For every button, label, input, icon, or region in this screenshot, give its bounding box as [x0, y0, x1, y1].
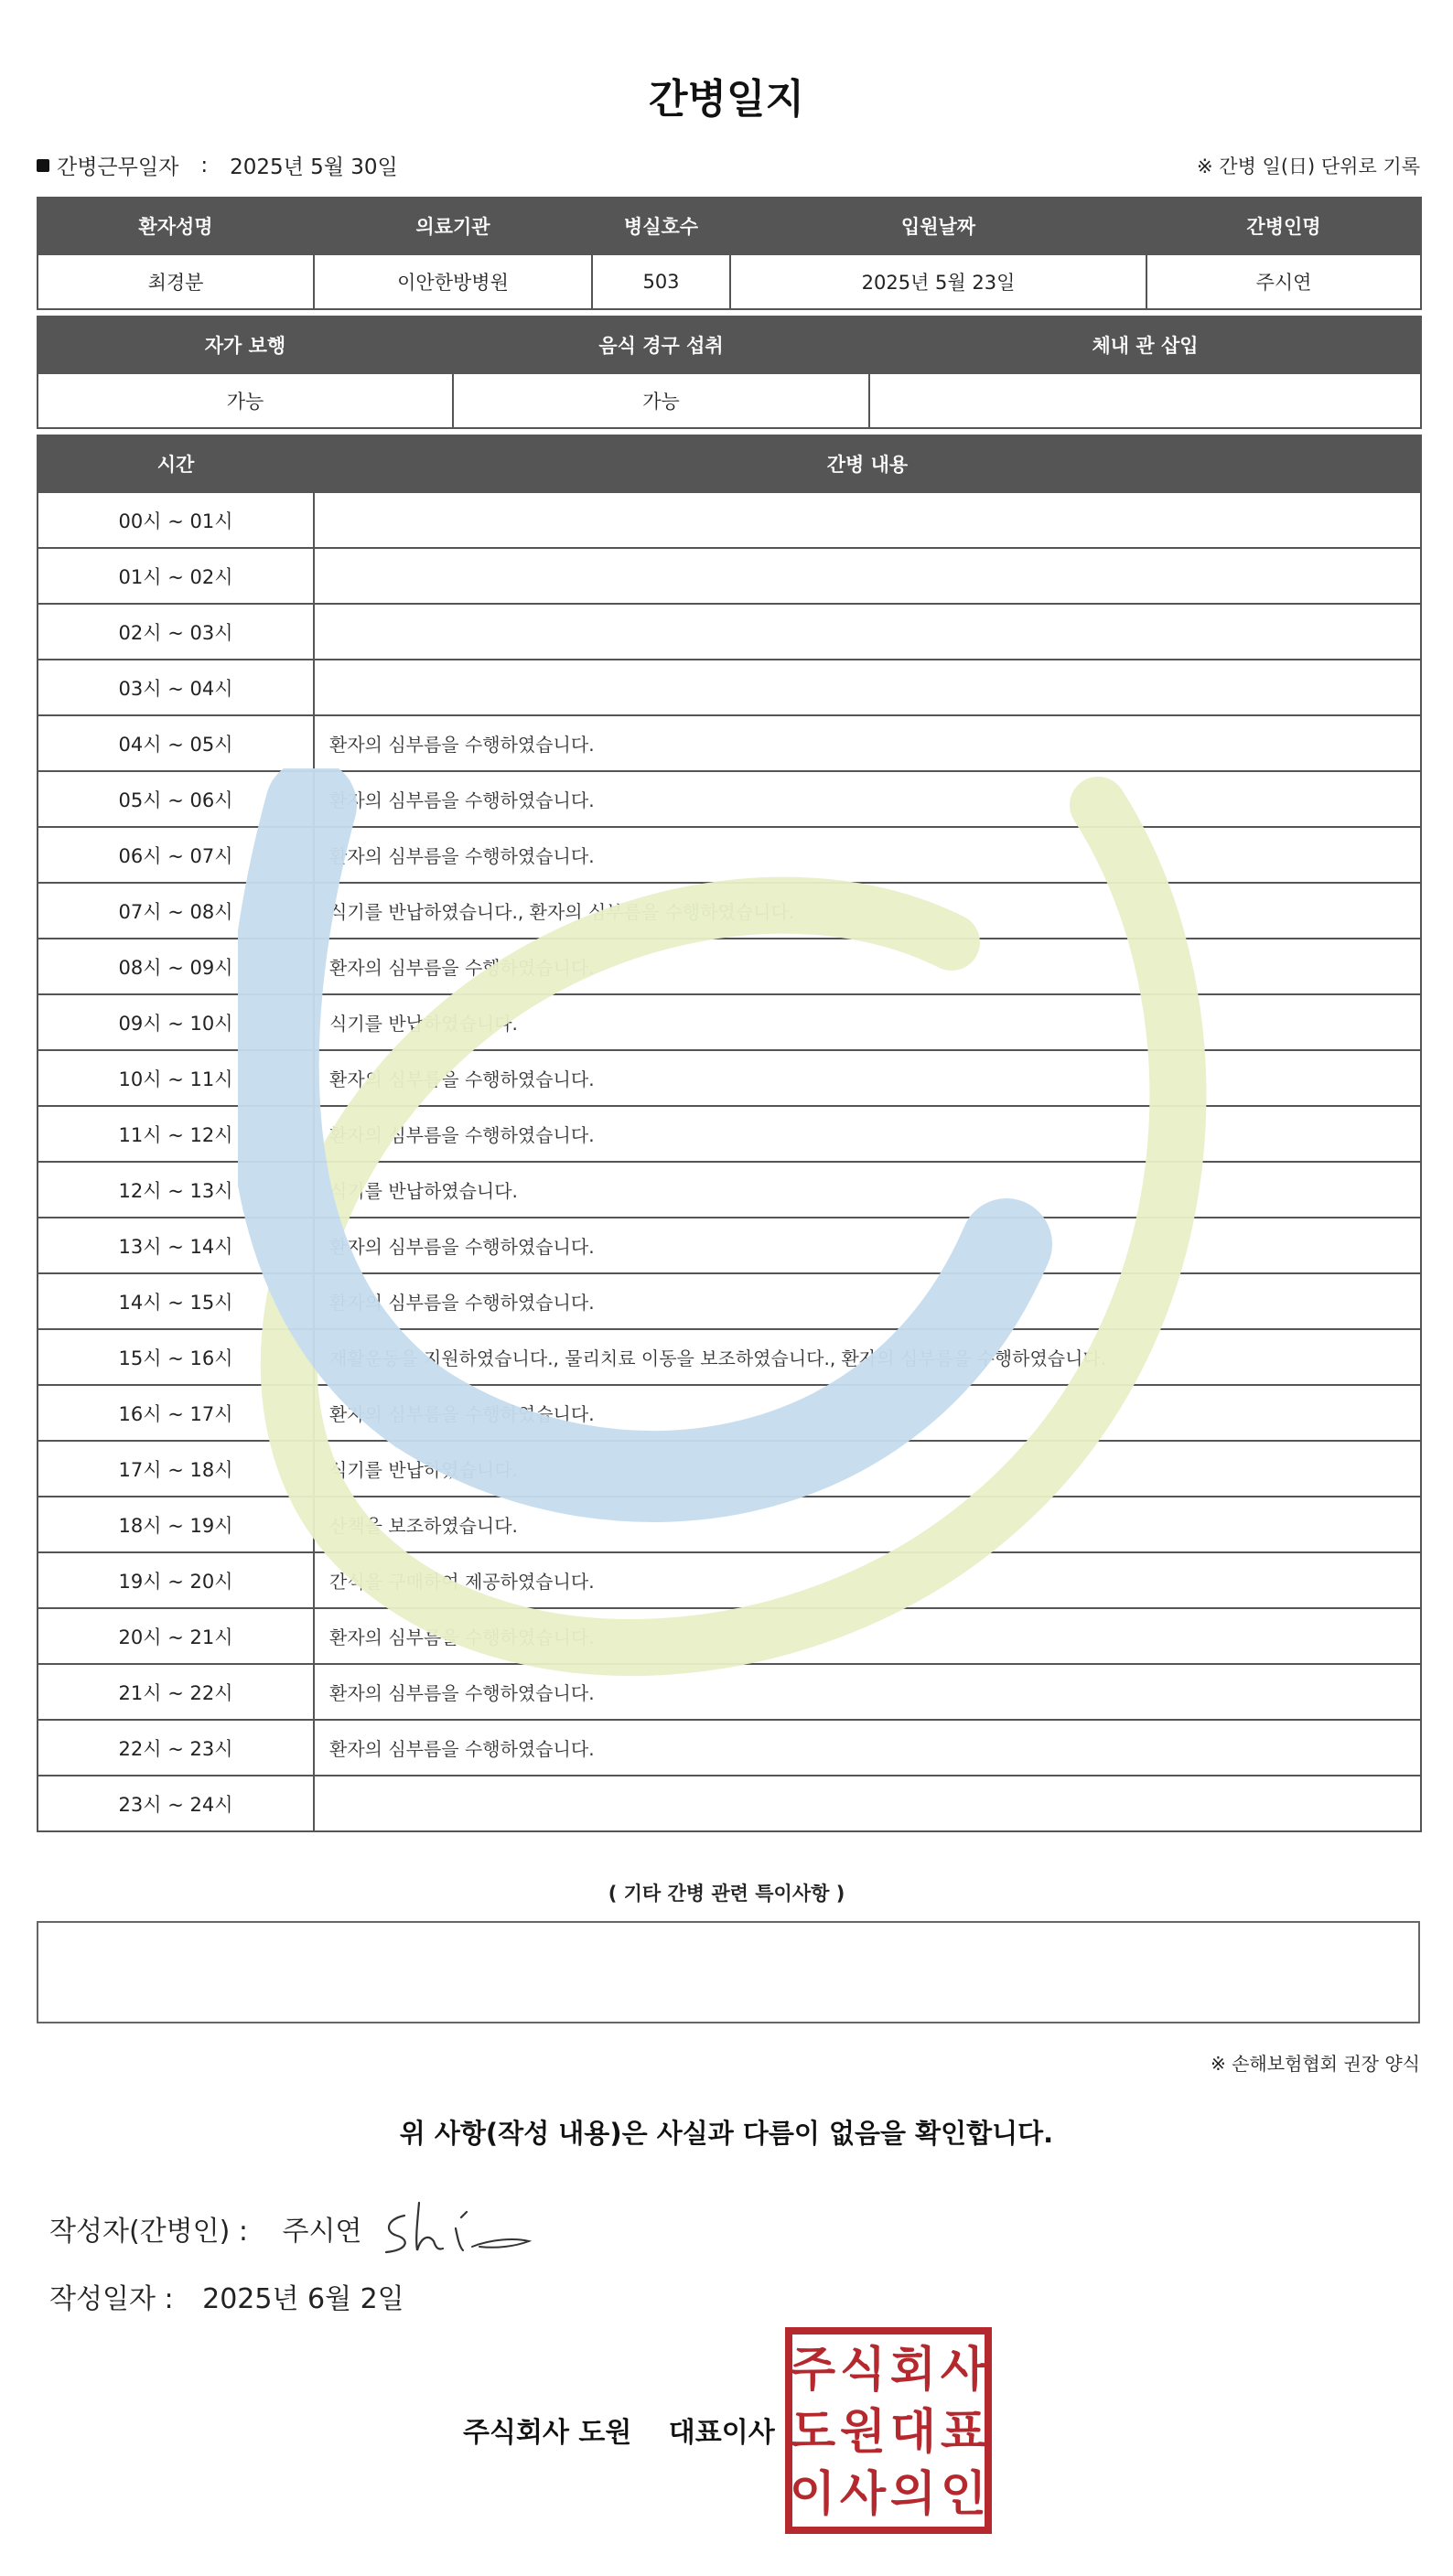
tube-insertion-value [869, 373, 1421, 428]
care-log-content: 재활운동을 지원하였습니다., 물리치료 이동을 보조하였습니다., 환자의 심부름을 수행하였습니다. [314, 1329, 1421, 1385]
care-log-content: 환자의 심부름을 수행하였습니다. [314, 1218, 1421, 1273]
care-log-row [38, 715, 1421, 771]
care-log-time: 01시 ~ 02시 [38, 548, 314, 604]
care-log-row [38, 1273, 1421, 1329]
representative-title: 대표이사 [668, 2417, 775, 2449]
care-log-time: 22시 ~ 23시 [38, 1720, 314, 1776]
header-time: 시간 [38, 435, 314, 492]
care-log-time: 23시 ~ 24시 [38, 1776, 314, 1831]
room-number: 503 [592, 254, 730, 309]
author-line [49, 2208, 361, 2249]
header-room-number: 병실호수 [592, 198, 730, 254]
care-log-time: 07시 ~ 08시 [38, 883, 314, 939]
admission-date: 2025년 5월 23일 [730, 254, 1146, 309]
care-log-time: 13시 ~ 14시 [38, 1218, 314, 1273]
stamp-character: 인 [940, 2467, 987, 2522]
care-log-time: 09시 ~ 10시 [38, 994, 314, 1050]
care-log-time: 03시 ~ 04시 [38, 660, 314, 715]
care-log-time: 10시 ~ 11시 [38, 1050, 314, 1106]
care-log-row [38, 492, 1421, 548]
ability-header-row [38, 317, 1421, 373]
self-walking-value: 가능 [38, 373, 453, 428]
author-label: 작성자(간병인) : [49, 2216, 248, 2248]
work-date-value: 2025년 5월 30일 [230, 156, 398, 179]
header-oral-intake: 음식 경구 섭취 [453, 317, 869, 373]
care-log-time: 15시 ~ 16시 [38, 1329, 314, 1385]
care-log-content: 환자의 심부름을 수행하였습니다. [314, 715, 1421, 771]
company-seal-stamp [785, 2327, 992, 2534]
stamp-character: 회 [889, 2343, 937, 2398]
care-log-row [38, 548, 1421, 604]
care-log-row [38, 1441, 1421, 1497]
care-log-header-row [38, 435, 1421, 492]
oral-intake-value: 가능 [453, 373, 869, 428]
care-log-time: 04시 ~ 05시 [38, 715, 314, 771]
author-name: 주시연 [282, 2216, 362, 2248]
care-log-time: 06시 ~ 07시 [38, 827, 314, 883]
care-log-content: 환자의 심부름을 수행하였습니다. [314, 1050, 1421, 1106]
care-log-content: 식기를 반납하였습니다. [314, 1441, 1421, 1497]
care-log-row [38, 1385, 1421, 1441]
care-log-row [38, 827, 1421, 883]
care-log-time: 02시 ~ 03시 [38, 604, 314, 660]
header-patient-name: 환자성명 [38, 198, 314, 254]
care-log-content [314, 548, 1421, 604]
bullet-square-icon [37, 159, 49, 172]
care-log-time: 11시 ~ 12시 [38, 1106, 314, 1162]
stamp-character: 원 [839, 2405, 887, 2460]
stamp-character: 도 [789, 2405, 836, 2460]
patient-name: 최경분 [38, 254, 314, 309]
care-log-content: 환자의 심부름을 수행하였습니다. [314, 1720, 1421, 1776]
stamp-character: 식 [839, 2343, 887, 2398]
stamp-character: 사 [940, 2343, 987, 2398]
header-care-content: 간병 내용 [314, 435, 1421, 492]
work-date-label: 간병근무일자 [57, 156, 179, 179]
care-log-content: 식기를 반납하였습니다. [314, 994, 1421, 1050]
care-log-content: 식기를 반납하였습니다. [314, 1162, 1421, 1218]
care-log-row [38, 1608, 1421, 1664]
standard-form-note: ※ 손해보험협회 권장 양식 [1210, 2053, 1420, 2075]
signature-image [377, 2195, 533, 2259]
care-log-row [38, 1162, 1421, 1218]
care-log-content: 환자의 심부름을 수행하였습니다. [314, 1385, 1421, 1441]
care-log-row [38, 939, 1421, 994]
remarks-content [38, 1923, 1418, 1945]
company-line [463, 2410, 775, 2450]
work-date [37, 150, 398, 180]
care-log-content: 산책을 보조하였습니다. [314, 1497, 1421, 1552]
patient-info-table [37, 197, 1422, 310]
stamp-character: 표 [940, 2405, 987, 2460]
care-log-content [314, 492, 1421, 548]
care-log-time: 19시 ~ 20시 [38, 1552, 314, 1608]
stamp-character: 주 [789, 2343, 836, 2398]
caregiver-name: 주시연 [1146, 254, 1421, 309]
confirmation-statement: 위 사항(작성 내용)은 사실과 다름이 없음을 확인합니다. [399, 2118, 1054, 2149]
care-log-table [37, 435, 1422, 1832]
header-admission-date: 입원날짜 [730, 198, 1146, 254]
care-log-row [38, 771, 1421, 827]
written-date-value: 2025년 6월 2일 [202, 2283, 404, 2315]
care-log-time: 05시 ~ 06시 [38, 771, 314, 827]
care-log-content: 환자의 심부름을 수행하였습니다. [314, 1608, 1421, 1664]
ability-value-row [38, 373, 1421, 428]
hospital-name: 이안한방병원 [314, 254, 592, 309]
care-log-time: 08시 ~ 09시 [38, 939, 314, 994]
care-log-row [38, 1497, 1421, 1552]
care-log-content: 환자의 심부름을 수행하였습니다. [314, 1273, 1421, 1329]
patient-info-header-row [38, 198, 1421, 254]
header-tube-insertion: 체내 관 삽입 [869, 317, 1421, 373]
care-log-row [38, 660, 1421, 715]
care-log-content: 환자의 심부름을 수행하였습니다. [314, 1106, 1421, 1162]
document-title: 간병일지 [648, 76, 804, 123]
care-log-row [38, 994, 1421, 1050]
care-log-content: 환자의 심부름을 수행하였습니다. [314, 939, 1421, 994]
care-log-content [314, 1776, 1421, 1831]
care-log-row [38, 1050, 1421, 1106]
care-log-row [38, 1106, 1421, 1162]
care-log-time: 21시 ~ 22시 [38, 1664, 314, 1720]
daily-record-note: ※ 간병 일(日) 단위로 기록 [1197, 156, 1420, 177]
written-date-label: 작성일자 : [49, 2283, 174, 2315]
stamp-character: 대 [889, 2405, 937, 2460]
care-log-content [314, 604, 1421, 660]
remarks-box [37, 1921, 1420, 2023]
company-name: 주식회사 도원 [463, 2417, 632, 2449]
care-log-row [38, 1552, 1421, 1608]
care-log-time: 20시 ~ 21시 [38, 1608, 314, 1664]
header-caregiver-name: 간병인명 [1146, 198, 1421, 254]
stamp-character: 의 [889, 2467, 937, 2522]
care-log-content: 환자의 심부름을 수행하였습니다. [314, 771, 1421, 827]
care-log-row [38, 883, 1421, 939]
patient-info-value-row [38, 254, 1421, 309]
care-log-time: 00시 ~ 01시 [38, 492, 314, 548]
care-log-row [38, 1329, 1421, 1385]
care-log-content: 환자의 심부름을 수행하였습니다. [314, 827, 1421, 883]
care-log-time: 16시 ~ 17시 [38, 1385, 314, 1441]
care-log-row [38, 1776, 1421, 1831]
care-log-time: 14시 ~ 15시 [38, 1273, 314, 1329]
work-date-separator: : [200, 153, 209, 177]
care-log-time: 17시 ~ 18시 [38, 1441, 314, 1497]
care-log-content [314, 660, 1421, 715]
care-log-row [38, 1720, 1421, 1776]
care-log-row [38, 1218, 1421, 1273]
header-hospital: 의료기관 [314, 198, 592, 254]
care-log-row [38, 604, 1421, 660]
care-log-content: 간식을 구매하여 제공하였습니다. [314, 1552, 1421, 1608]
remarks-title: ( 기타 간병 관련 특이사항 ) [608, 1883, 845, 1905]
care-log-time: 12시 ~ 13시 [38, 1162, 314, 1218]
care-log-row [38, 1664, 1421, 1720]
written-date-line [49, 2276, 404, 2316]
care-log-content: 식기를 반납하였습니다., 환자의 심부름을 수행하였습니다. [314, 883, 1421, 939]
patient-ability-table [37, 316, 1422, 429]
care-log-content: 환자의 심부름을 수행하였습니다. [314, 1664, 1421, 1720]
header-self-walking: 자가 보행 [38, 317, 453, 373]
care-log-time: 18시 ~ 19시 [38, 1497, 314, 1552]
stamp-character: 이 [789, 2467, 836, 2522]
stamp-character: 사 [839, 2467, 887, 2522]
